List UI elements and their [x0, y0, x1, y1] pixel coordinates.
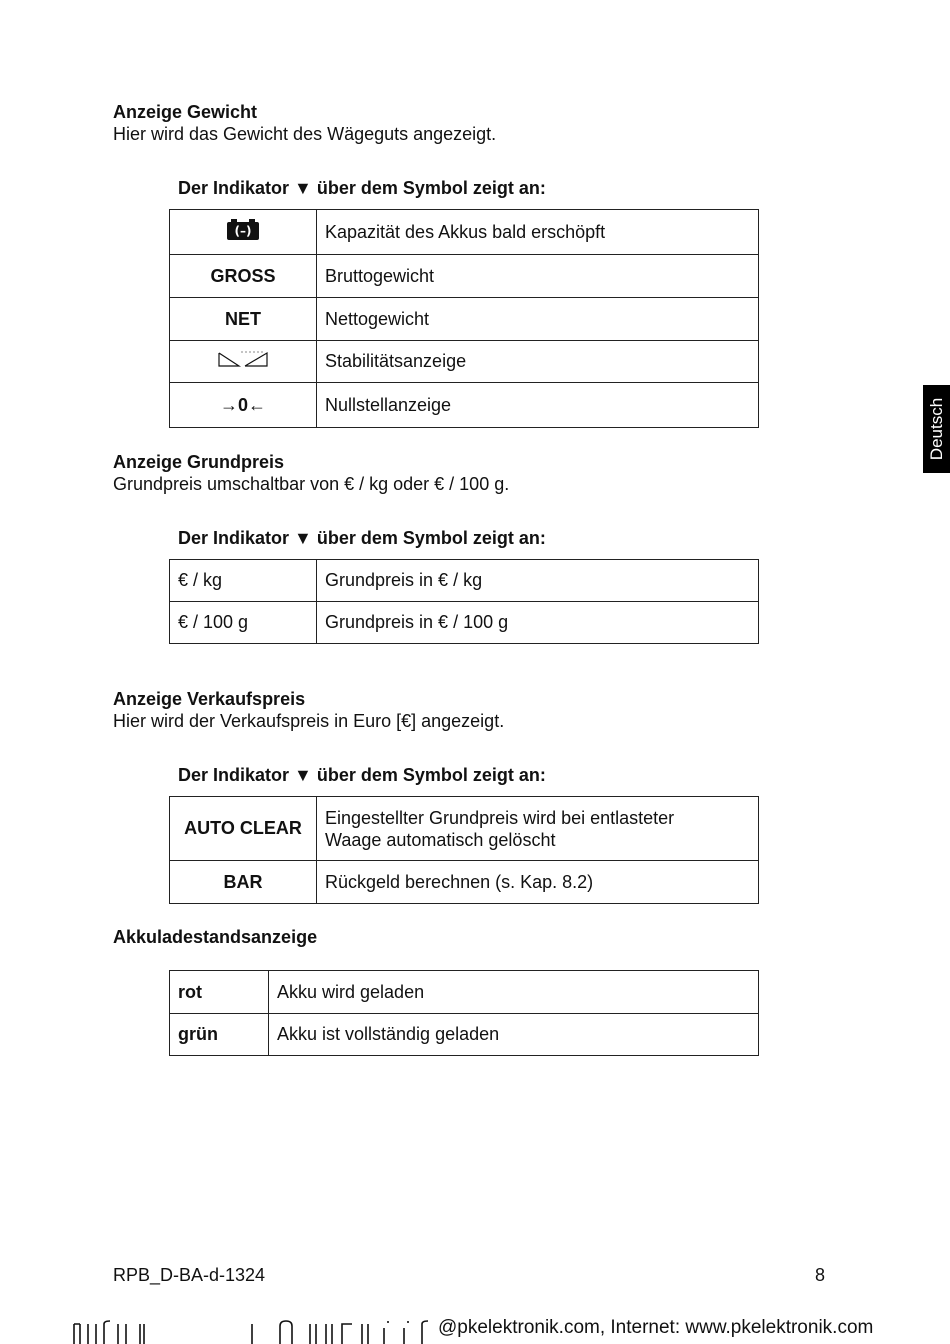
table-row — [170, 210, 759, 255]
sale-price-indicator-caption: Der Indikator ▼ über dem Symbol zeigt an: — [178, 765, 546, 785]
auto-clear-desc-line1: Eingestellter Grundpreis wird bei entlasteter — [325, 807, 675, 828]
per-kg-symbol: € / kg — [170, 560, 317, 602]
base-price-indicator-caption: Der Indikator ▼ über dem Symbol zeigt an: — [178, 528, 546, 548]
gross-symbol: GROSS — [170, 255, 317, 298]
table-row — [170, 861, 759, 904]
contact-line: @pkelektronik.com, Internet: www.pkelektronik.com — [438, 1317, 874, 1338]
language-side-tab — [923, 385, 950, 473]
per-kg-desc: Grundpreis in € / kg — [317, 560, 759, 602]
sale-price-text: Hier wird der Verkaufspreis in Euro [€] angezeigt. — [113, 711, 505, 731]
battery-low-symbol — [170, 210, 317, 255]
net-desc: Nettogewicht — [317, 298, 759, 341]
battery-heading: Akkuladestandsanzeige — [113, 927, 318, 947]
footer-doc-id: RPB_D-BA-d-1324 — [113, 1265, 266, 1285]
green-desc: Akku ist vollständig geladen — [269, 1014, 759, 1056]
table-row — [170, 341, 759, 383]
net-symbol: NET — [170, 298, 317, 341]
weight-heading: Anzeige Gewicht — [113, 102, 258, 122]
base-price-table — [169, 559, 759, 644]
battery-table — [169, 970, 759, 1056]
bar-desc: Rückgeld berechnen (s. Kap. 8.2) — [317, 861, 759, 904]
table-row — [170, 255, 759, 298]
table-row — [170, 602, 759, 644]
stability-symbol — [170, 341, 317, 383]
table-row — [170, 1014, 759, 1056]
stability-desc: Stabilitätsanzeige — [317, 341, 759, 383]
auto-clear-symbol: AUTO CLEAR — [170, 797, 317, 861]
weight-text: Hier wird das Gewicht des Wägeguts angezeigt. — [113, 124, 497, 144]
svg-text:(–): (–) — [234, 223, 252, 238]
battery-low-icon — [226, 219, 260, 241]
sale-price-heading: Anzeige Verkaufspreis — [113, 689, 306, 709]
weight-indicator-caption: Der Indikator ▼ über dem Symbol zeigt an: — [178, 178, 546, 198]
table-row — [170, 560, 759, 602]
per-100g-symbol: € / 100 g — [170, 602, 317, 644]
red-symbol: rot — [170, 971, 269, 1014]
battery-low-desc: Kapazität des Akkus bald erschöpft — [317, 210, 759, 255]
language-side-tab-label: Deutsch — [926, 397, 946, 461]
base-price-text: Grundpreis umschaltbar von € / kg oder € / 100 g. — [113, 474, 510, 494]
base-price-heading: Anzeige Grundpreis — [113, 452, 285, 472]
zero-desc: Nullstellanzeige — [317, 383, 759, 428]
table-row — [170, 797, 759, 861]
sale-price-table — [169, 796, 759, 904]
red-desc: Akku wird geladen — [269, 971, 759, 1014]
stability-icon — [217, 350, 269, 368]
auto-clear-desc-line2: Waage automatisch gelöscht — [325, 829, 556, 850]
auto-clear-desc — [317, 797, 759, 861]
table-row — [170, 971, 759, 1014]
table-row — [170, 383, 759, 428]
cropped-text-fragments — [70, 1318, 435, 1344]
green-symbol: grün — [170, 1014, 269, 1056]
per-100g-desc: Grundpreis in € / 100 g — [317, 602, 759, 644]
bar-symbol: BAR — [170, 861, 317, 904]
weight-symbol-table — [169, 209, 759, 428]
table-row — [170, 298, 759, 341]
zero-symbol: →0← — [170, 383, 317, 428]
footer-page-number: 8 — [815, 1265, 826, 1285]
gross-desc: Bruttogewicht — [317, 255, 759, 298]
